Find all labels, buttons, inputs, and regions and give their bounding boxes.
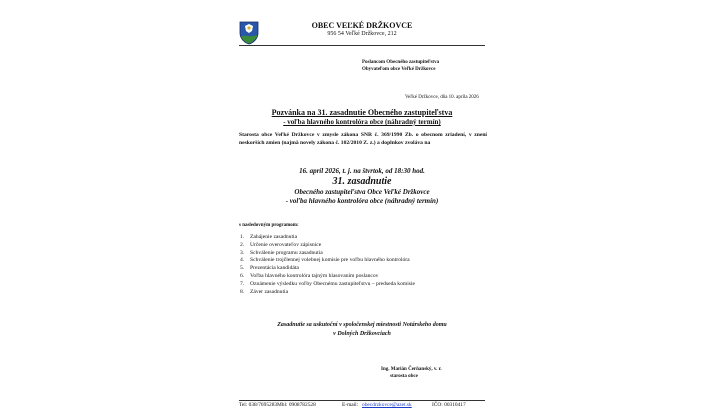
footer-email-label: E-mail: bbox=[342, 402, 359, 408]
footer-email-link[interactable]: obecdrzkovce@azet.sk bbox=[362, 402, 412, 408]
list-item: 5. Prezentácia kandidáta bbox=[240, 265, 299, 272]
meeting-title: 31. zasadnutie bbox=[332, 176, 392, 187]
list-item: 4. Schválenie trojčlennej volebnej komisie pre voľbu hlavného kontrolóra bbox=[240, 257, 410, 264]
footer-tel: Tel: 038/7695283 bbox=[239, 402, 278, 408]
date-line: Veľké Držkovce, dňa 10. apríla 2026 bbox=[405, 95, 479, 100]
addressee-line-1: Poslancom Obecného zastupiteľstva bbox=[362, 60, 440, 65]
list-item: 8. Záver zasadnutia bbox=[240, 288, 289, 295]
list-item: 3. Schválenie programu zasadnutia bbox=[240, 249, 323, 256]
invitation-subtitle: - voľba hlavného kontrolóra obce (náhradný termín) bbox=[283, 118, 441, 126]
addressee-line-2: Obyvateľom obce Veľké Držkovce bbox=[362, 67, 436, 72]
signature-name: Ing. Marián Čerňanský, v. r. bbox=[381, 367, 442, 372]
list-item: 7. Oznámenie výsledku voľby Obecnému zastupiteľstvu – predseda komisie bbox=[240, 280, 416, 287]
footer-mobile: Mbl: 0908782528 bbox=[277, 402, 316, 408]
municipality-address: 956 54 Veľké Držkovce, 212 bbox=[327, 31, 397, 37]
invitation-title: Pozvánka na 31. zasadnutie Obecného zastupiteľstva bbox=[271, 108, 453, 117]
meeting-datetime: 16. apríl 2026, t. j. na štvrtok, od 18:30 hod. bbox=[299, 167, 425, 175]
intro-paragraph: Starosta obce Veľké Držkovce v zmysle zákona SNR č. 369/1990 Zb. o obecnom zriadení, v znení neskorších zmien (najmä novely zákona č. 102/2010 Z. z.) a doplnkov zvoláva na bbox=[239, 132, 487, 146]
signature-role: starosta obce bbox=[390, 374, 418, 379]
municipality-title: OBEC VEĽKÉ DRŽKOVCE bbox=[311, 21, 413, 30]
venue-line-2: v Dolných Držkovciach bbox=[333, 331, 391, 337]
footer-divider bbox=[239, 400, 485, 401]
program-heading: s nasledovným programom: bbox=[239, 223, 299, 228]
list-item: 1. Zahájenie zasadnutia bbox=[240, 234, 298, 240]
meeting-subject: - voľba hlavného kontrolóra obce (náhradný termín) bbox=[285, 197, 439, 205]
list-item: 6. Voľba hlavného kontrolóra tajným hlasovaním poslancov bbox=[240, 272, 379, 279]
program-list bbox=[240, 234, 415, 296]
header-divider bbox=[239, 45, 485, 46]
list-item: 2. Určenie overovateľov zápisnice bbox=[240, 241, 322, 248]
meeting-body: Obecného zastupiteľstva Obce Veľké Držkovce bbox=[294, 188, 430, 196]
footer-ico: IČO: 00310417 bbox=[432, 402, 466, 408]
venue-line-1: Zasadnutie sa uskutoční v spoločenskej miestnosti Notárskeho domu bbox=[277, 322, 447, 328]
